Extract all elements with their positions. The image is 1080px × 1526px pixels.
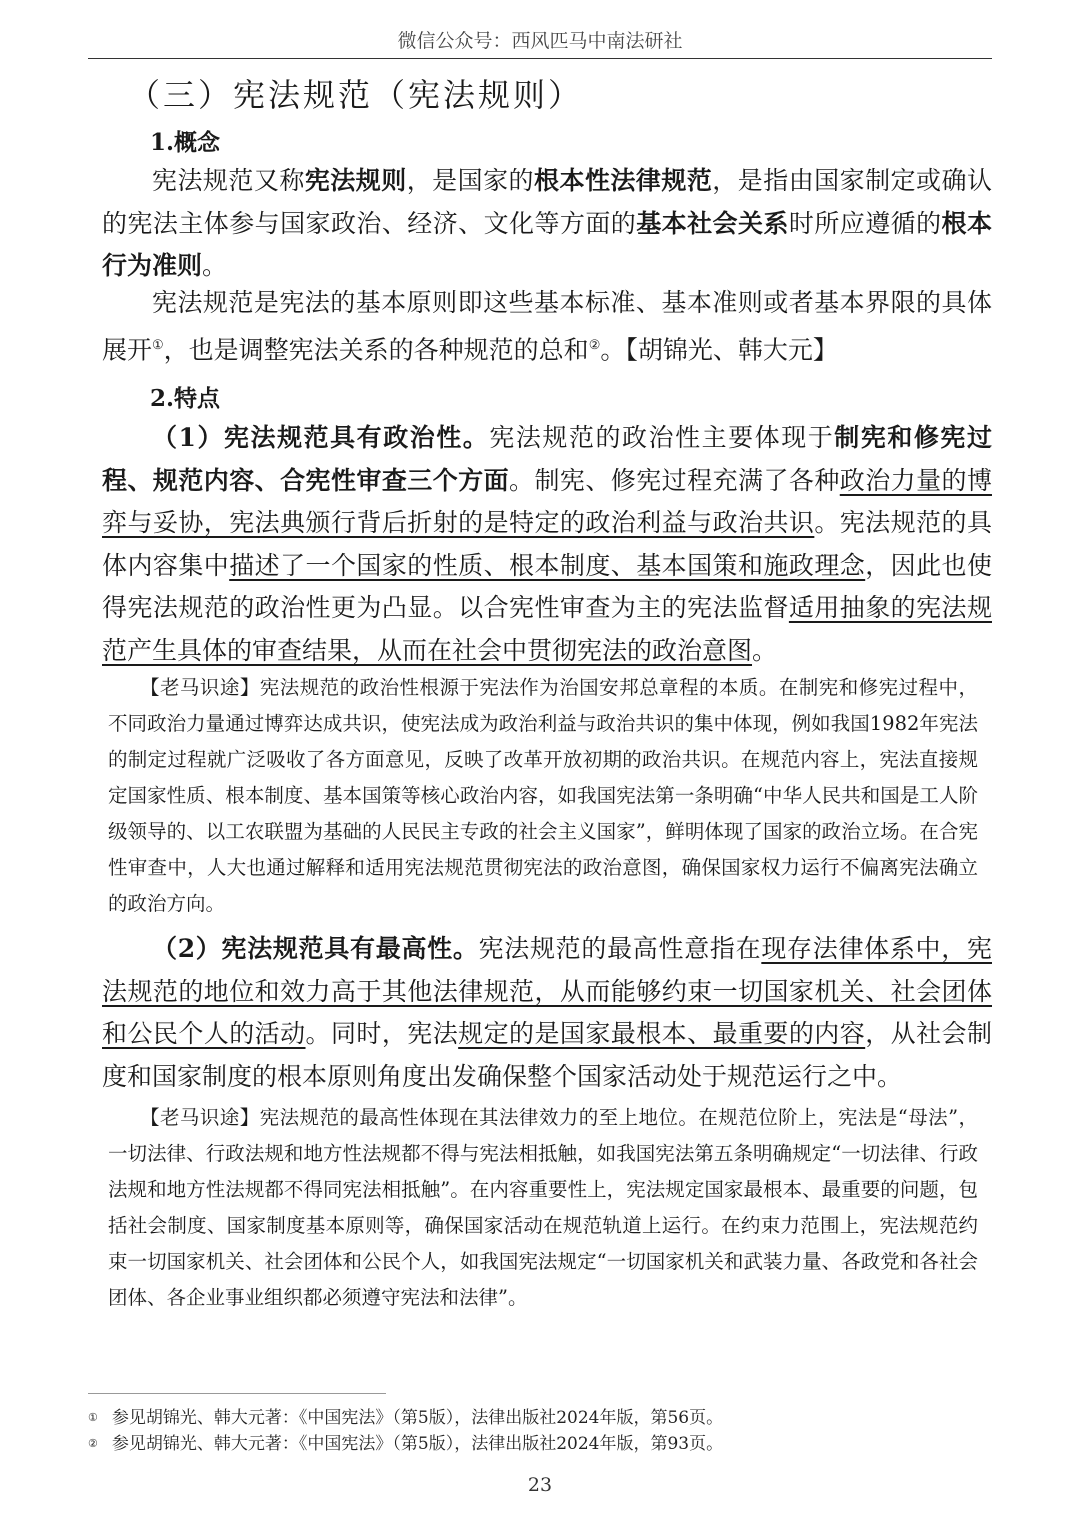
page-number: 23: [527, 1474, 553, 1496]
note-political: 【老马识途】宪法规范的政治性根源于宪法作为治国安邦总章程的本质。在制宪和修宪过程中，不同政治力量通过博弈达成共识，使宪法成为政治利益与政治共识的集中体现，例如我国1982年宪法的制定过程就广泛吸收了各方面意见，反映了改革开放初期的政治共识。在规范内容上，宪法直接规定国家性质、根本制度、基本国策等核心政治内容，如我国宪法第一条明确“中华人民共和国是工人阶级领导的、以工农联盟为基础的人民民主专政的社会主义国家”，鲜明体现了国家的政治立场。在合宪性审查中，人大也通过解释和适用宪法规范贯彻宪法的政治意图，确保国家权力运行不偏离宪法确立的政治方向。: [108, 676, 978, 915]
footnote-divider: [88, 1393, 386, 1394]
note-supremacy: 【老马识途】宪法规范的最高性体现在其法律效力的至上地位。在规范位阶上，宪法是“母法”，一切法律、行政法规和地方性法规都不得与宪法相抵触，如我国宪法第五条明确规定“一切法律、行政法规和地方性法规都不得同宪法相抵触”。在内容重要性上，宪法规定国家最根本、最重要的问题，包括社会制度、国家制度基本原则等，确保国家活动在规范轨道上运行。在约束力范围上，宪法规范约束一切国家机关、社会团体和公民个人，如我国宪法规定“一切国家机关和武装力量、各政党和各社会团体、各企业事业组织都必须遵守宪法和法律”。: [108, 1106, 978, 1309]
concept-paragraph-1: 宪法规范又称宪法规则，是国家的根本性法律规范，是指由国家制定或确认的宪法主体参与国家政治、经济、文化等方面的基本社会关系时所应遵循的根本行为准则。: [102, 166, 992, 280]
section-heading: （三）宪法规范（宪法规则）: [128, 76, 584, 114]
concept-title: 1.概念: [150, 129, 221, 156]
footnote-ref-2[interactable]: ②: [588, 337, 601, 353]
feature-political-paragraph: （1）宪法规范具有政治性。宪法规范的政治性主要体现于制宪和修宪过程、规范内容、合宪性审查三个方面。制宪、修宪过程充满了各种政治力量的博弈与妥协，宪法典颁行背后折射的是特定的政治利益与政治共识。宪法规范的具体内容集中描述了一个国家的性质、根本制度、基本国策和施政理念，因此也使得宪法规范的政治性更为凸显。以合宪性审查为主的宪法监督适用抽象的宪法规范产生具体的审查结果，从而在社会中贯彻宪法的政治意图。: [102, 423, 992, 665]
footnote-ref-1[interactable]: ①: [152, 337, 164, 353]
header-title: 微信公众号：西风匹马中南法研社: [397, 30, 683, 52]
features-title: 2.特点: [150, 385, 221, 412]
concept-paragraph-2: 宪法规范是宪法的基本原则即这些基本标准、基本准则或者基本界限的具体展开①，也是调整宪法关系的各种规范的总和②。【胡锦光、韩大元】: [102, 288, 992, 364]
feature-supremacy-paragraph: （2）宪法规范具有最高性。宪法规范的最高性意指在现存法律体系中，宪法规范的地位和效力高于其他法律规范，从而能够约束一切国家机关、社会团体和公民个人的活动。同时，宪法规定的是国家最根本、最重要的内容，从社会制度和国家制度的根本原则角度出发确保整个国家活动处于规范运行之中。: [102, 934, 992, 1091]
page-header: [88, 26, 992, 59]
footnote-2: ② 参见胡锦光、韩大元著：《中国宪法》（第5版），法律出版社2024年版，第93页。: [88, 1434, 724, 1454]
footnotes: [88, 1405, 723, 1457]
footnote-1: ① 参见胡锦光、韩大元著：《中国宪法》（第5版），法律出版社2024年版，第56页。: [88, 1408, 724, 1428]
